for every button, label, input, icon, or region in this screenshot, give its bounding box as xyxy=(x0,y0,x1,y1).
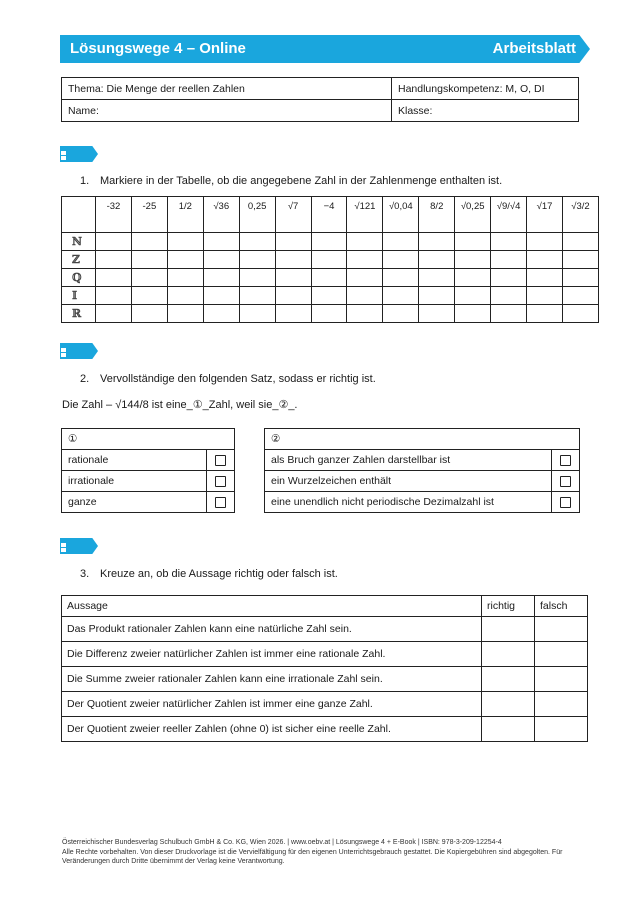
set-row xyxy=(62,251,599,269)
option-1-header: ① xyxy=(62,429,235,450)
number-header: −4 xyxy=(311,197,347,233)
corner-cell xyxy=(62,197,96,233)
meta-table xyxy=(61,77,579,122)
mark-cell[interactable] xyxy=(491,287,527,305)
set-label: 𝕀 xyxy=(62,287,96,305)
set-row xyxy=(62,305,599,323)
mark-cell[interactable] xyxy=(96,251,132,269)
statement-text: Das Produkt rationaler Zahlen kann eine natürliche Zahl sein. xyxy=(62,617,482,642)
mark-cell[interactable] xyxy=(527,269,563,287)
number-header: 8/2 xyxy=(419,197,455,233)
set-label: ℤ xyxy=(62,251,96,269)
mark-cell[interactable] xyxy=(347,305,383,323)
option-1-row xyxy=(62,492,235,513)
mark-cell[interactable] xyxy=(96,233,132,251)
task-marker-icon xyxy=(60,538,98,554)
mark-cell[interactable] xyxy=(455,251,491,269)
true-cell[interactable] xyxy=(482,642,535,667)
header-worksheet-label: Arbeitsblatt xyxy=(492,40,576,57)
task3-text: Kreuze an, ob die Aussage richtig oder falsch ist. xyxy=(100,568,338,580)
mark-cell[interactable] xyxy=(383,233,419,251)
mark-cell[interactable] xyxy=(96,305,132,323)
option-2-header: ② xyxy=(265,429,580,450)
mark-cell[interactable] xyxy=(383,305,419,323)
true-cell[interactable] xyxy=(482,717,535,742)
mark-cell[interactable] xyxy=(347,233,383,251)
false-cell[interactable] xyxy=(535,617,588,642)
mark-cell[interactable] xyxy=(455,269,491,287)
mark-cell[interactable] xyxy=(311,233,347,251)
mark-cell[interactable] xyxy=(167,233,203,251)
task1-instruction xyxy=(80,175,502,187)
mark-cell[interactable] xyxy=(239,233,275,251)
option-1-row xyxy=(62,450,235,471)
mark-cell[interactable] xyxy=(167,287,203,305)
option-2-checkbox[interactable] xyxy=(560,476,571,487)
statement-text: Der Quotient zweier reeller Zahlen (ohne 0) ist sicher eine reelle Zahl. xyxy=(62,717,482,742)
option-1-checkbox[interactable] xyxy=(215,497,226,508)
option-1-label: ganze xyxy=(62,492,207,513)
option-2-label: als Bruch ganzer Zahlen darstellbar ist xyxy=(265,450,552,471)
false-cell[interactable] xyxy=(535,667,588,692)
true-cell[interactable] xyxy=(482,617,535,642)
mark-cell[interactable] xyxy=(131,287,167,305)
statement-header: Aussage xyxy=(62,596,482,617)
option-1-checkbox-cell xyxy=(207,492,235,513)
mark-cell[interactable] xyxy=(347,269,383,287)
number-header: √7 xyxy=(275,197,311,233)
option-1-label: irrationale xyxy=(62,471,207,492)
mark-cell[interactable] xyxy=(203,233,239,251)
mark-cell[interactable] xyxy=(383,287,419,305)
set-row xyxy=(62,233,599,251)
false-cell[interactable] xyxy=(535,717,588,742)
option-2-row xyxy=(265,492,580,513)
task2-sentence: Die Zahl – √144/8 ist eine_①_Zahl, weil sie_②_. xyxy=(62,399,298,411)
mark-cell[interactable] xyxy=(419,287,455,305)
false-cell[interactable] xyxy=(535,692,588,717)
false-header: falsch xyxy=(535,596,588,617)
header-banner xyxy=(60,35,590,63)
option-1-checkbox[interactable] xyxy=(215,455,226,466)
mark-cell[interactable] xyxy=(131,305,167,323)
mark-cell[interactable] xyxy=(203,251,239,269)
mark-cell[interactable] xyxy=(275,251,311,269)
option-table-2 xyxy=(264,428,580,513)
class-field[interactable]: Klasse: xyxy=(392,100,579,122)
mark-cell[interactable] xyxy=(275,233,311,251)
number-header: √9/√4 xyxy=(491,197,527,233)
mark-cell[interactable] xyxy=(203,269,239,287)
false-cell[interactable] xyxy=(535,642,588,667)
option-2-checkbox[interactable] xyxy=(560,455,571,466)
true-cell[interactable] xyxy=(482,692,535,717)
mark-cell[interactable] xyxy=(311,287,347,305)
number-set-table xyxy=(61,196,599,323)
mark-cell[interactable] xyxy=(131,233,167,251)
option-2-checkbox-cell xyxy=(552,450,580,471)
mark-cell[interactable] xyxy=(455,305,491,323)
mark-cell[interactable] xyxy=(419,233,455,251)
mark-cell[interactable] xyxy=(491,269,527,287)
footer xyxy=(62,838,582,867)
set-row xyxy=(62,287,599,305)
task1-text: Markiere in der Tabelle, ob die angegebene Zahl in der Zahlenmenge enthalten ist. xyxy=(100,175,503,187)
mark-cell[interactable] xyxy=(347,251,383,269)
mark-cell[interactable] xyxy=(311,251,347,269)
task1-number: 1. xyxy=(80,175,90,187)
mark-cell[interactable] xyxy=(562,287,598,305)
mark-cell[interactable] xyxy=(167,251,203,269)
option-table-1 xyxy=(61,428,235,513)
option-1-row xyxy=(62,471,235,492)
mark-cell[interactable] xyxy=(239,287,275,305)
task2-instruction xyxy=(80,373,376,385)
mark-cell[interactable] xyxy=(131,251,167,269)
mark-cell[interactable] xyxy=(275,305,311,323)
footer-publisher: Österreichischer Bundesverlag Schulbuch GmbH & Co. KG, Wien 2026. | www.oebv.at | Lösungswege 4 + E-Book | ISBN: 978-3-209-12254-4 xyxy=(62,839,502,846)
mark-cell[interactable] xyxy=(455,233,491,251)
number-header: 1/2 xyxy=(167,197,203,233)
statement-row xyxy=(62,617,588,642)
number-header: -32 xyxy=(96,197,132,233)
mark-cell[interactable] xyxy=(131,269,167,287)
mark-cell[interactable] xyxy=(347,287,383,305)
option-1-label: rationale xyxy=(62,450,207,471)
number-header: √3/2 xyxy=(562,197,598,233)
mark-cell[interactable] xyxy=(167,269,203,287)
number-header: √17 xyxy=(527,197,563,233)
option-1-checkbox-cell xyxy=(207,450,235,471)
number-header: √36 xyxy=(203,197,239,233)
option-2-row xyxy=(265,450,580,471)
set-row xyxy=(62,269,599,287)
true-false-table xyxy=(61,595,588,742)
mark-cell[interactable] xyxy=(96,269,132,287)
statement-row xyxy=(62,642,588,667)
statement-row xyxy=(62,717,588,742)
mark-cell[interactable] xyxy=(562,305,598,323)
true-header: richtig xyxy=(482,596,535,617)
statement-row xyxy=(62,667,588,692)
task2-number: 2. xyxy=(80,373,90,385)
mark-cell[interactable] xyxy=(419,305,455,323)
mark-cell[interactable] xyxy=(419,269,455,287)
mark-cell[interactable] xyxy=(455,287,491,305)
mark-cell[interactable] xyxy=(239,305,275,323)
statement-text: Die Summe zweier rationaler Zahlen kann eine irrationale Zahl sein. xyxy=(62,667,482,692)
mark-cell[interactable] xyxy=(527,251,563,269)
task3-instruction xyxy=(80,568,338,580)
mark-cell[interactable] xyxy=(419,251,455,269)
option-2-row xyxy=(265,471,580,492)
number-header: √121 xyxy=(347,197,383,233)
mark-cell[interactable] xyxy=(562,233,598,251)
statement-text: Der Quotient zweier natürlicher Zahlen ist immer eine ganze Zahl. xyxy=(62,692,482,717)
task2-text: Vervollständige den folgenden Satz, sodass er richtig ist. xyxy=(100,373,376,385)
task-marker-icon xyxy=(60,343,98,359)
mark-cell[interactable] xyxy=(562,269,598,287)
topic-cell: Thema: Die Menge der reellen Zahlen xyxy=(62,78,392,100)
option-2-checkbox[interactable] xyxy=(560,497,571,508)
option-2-label: ein Wurzelzeichen enthält xyxy=(265,471,552,492)
header-title: Lösungswege 4 – Online xyxy=(70,40,246,57)
mark-cell[interactable] xyxy=(239,251,275,269)
mark-cell[interactable] xyxy=(96,287,132,305)
number-header: √0,04 xyxy=(383,197,419,233)
mark-cell[interactable] xyxy=(491,305,527,323)
mark-cell[interactable] xyxy=(167,305,203,323)
option-1-checkbox-cell xyxy=(207,471,235,492)
option-2-checkbox-cell xyxy=(552,471,580,492)
mark-cell[interactable] xyxy=(239,269,275,287)
mark-cell[interactable] xyxy=(562,251,598,269)
name-field[interactable]: Name: xyxy=(62,100,392,122)
mark-cell[interactable] xyxy=(203,287,239,305)
true-cell[interactable] xyxy=(482,667,535,692)
mark-cell[interactable] xyxy=(275,269,311,287)
footer-rights: Alle Rechte vorbehalten. Von dieser Druckvorlage ist die Vervielfältigung für den eigenen Unterrichtsgebrauch gestattet. Die Kopiergebühren sind abgegolten. Für Veränderungen durch Dritte übernimmt der Verlag keine Verantwortung. xyxy=(62,848,563,865)
number-header: -25 xyxy=(131,197,167,233)
set-label: ℚ xyxy=(62,269,96,287)
mark-cell[interactable] xyxy=(203,305,239,323)
mark-cell[interactable] xyxy=(311,269,347,287)
set-label: ℝ xyxy=(62,305,96,323)
mark-cell[interactable] xyxy=(311,305,347,323)
competence-cell: Handlungskompetenz: M, O, DI xyxy=(392,78,579,100)
mark-cell[interactable] xyxy=(527,287,563,305)
mark-cell[interactable] xyxy=(527,305,563,323)
option-2-checkbox-cell xyxy=(552,492,580,513)
mark-cell[interactable] xyxy=(383,251,419,269)
option-1-checkbox[interactable] xyxy=(215,476,226,487)
set-label: ℕ xyxy=(62,233,96,251)
mark-cell[interactable] xyxy=(491,233,527,251)
number-header: 0,25 xyxy=(239,197,275,233)
number-header: √0,25 xyxy=(455,197,491,233)
mark-cell[interactable] xyxy=(527,233,563,251)
option-2-label: eine unendlich nicht periodische Dezimalzahl ist xyxy=(265,492,552,513)
task3-number: 3. xyxy=(80,568,90,580)
statement-text: Die Differenz zweier natürlicher Zahlen ist immer eine rationale Zahl. xyxy=(62,642,482,667)
statement-row xyxy=(62,692,588,717)
mark-cell[interactable] xyxy=(491,251,527,269)
mark-cell[interactable] xyxy=(275,287,311,305)
mark-cell[interactable] xyxy=(383,269,419,287)
task-marker-icon xyxy=(60,146,98,162)
